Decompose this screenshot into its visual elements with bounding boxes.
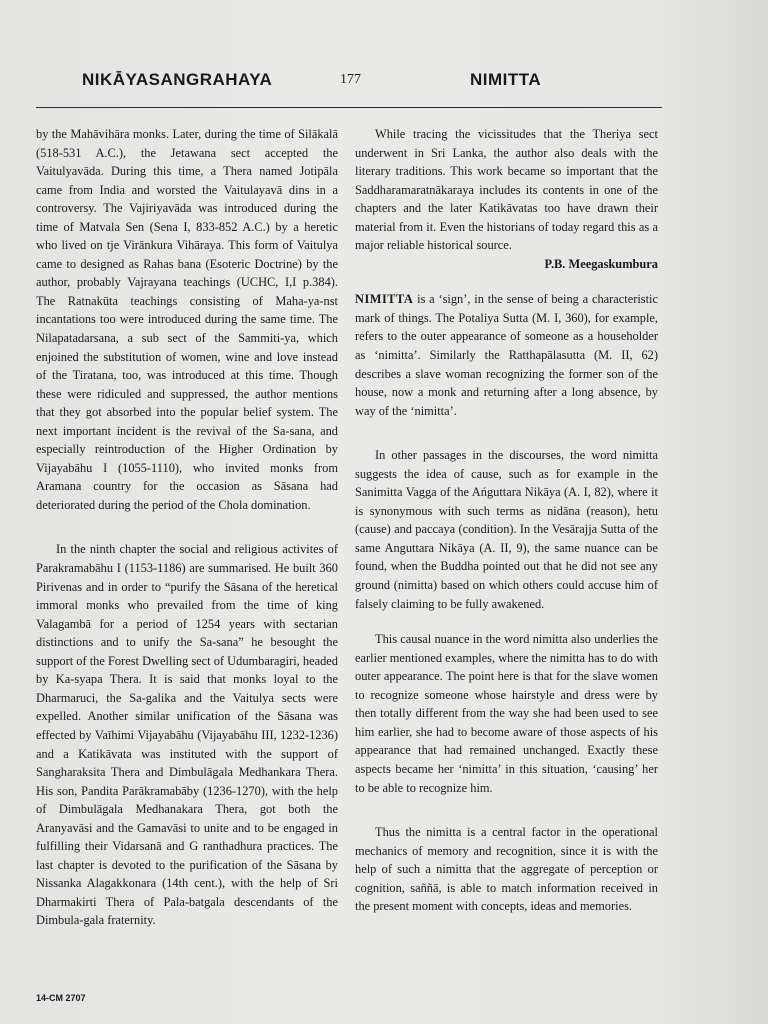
entry-term: NIMITTA	[355, 292, 414, 307]
right-paragraph-3: In other passages in the discourses, the word nimitta suggests the idea of cause, such as for example in the Sanimitta Vagga of the Ańguttara Nikāya (A. I, 82), where it is synonymous with such terms as nidāna (reason), hetu (cause) and paccaya (condition). In the Vesārajja Sutta of the same Anguttara Nikāya (A. II, 9), the same nuance can be found, when the Buddha pointed out that he did not see any ground (nimitta) based on which others could accuse him of falsely claiming to be fully awakened.	[355, 448, 658, 611]
page-header	[82, 70, 662, 96]
nimitta-entry-intro	[355, 290, 658, 420]
right-paragraph-4: This causal nuance in the word nimitta also underlies the earlier mentioned examples, where the nimitta has to do with outer appearance. The point here is that for the slave women to recognize someone whose hairstyle and dress were by then totally different from the way she had been used to see him earlier, she had to become aware of those aspects of his appearance that had remained unchanged. Exactly these aspects became her ‘nimitta’ in this situation, ‘causing’ her to be able to recognize him.	[355, 632, 658, 795]
header-rule	[36, 107, 662, 108]
left-paragraph-1: by the Mahāvihāra monks. Later, during the time of Silākalā (518-531 A.C.), the Jetawana sect accepted the Vaitulyavāda. During this time, a Thera named Jotipāla came from India and worsted the Vaitulayavā dins in a controversy. The Vajiriyavāda was introduced during the time of Matvala Sen (Sena I, 833-852 A.C.) by a heretic who lived on tje Virānkura Vihāraya. This form of Vaitulya came to designed as Rahas bana (Esoteric Doctrine) by the author, probably Vajrayana teachings (UCHC, I,I p.384). The Ratnakūta teachings consisting of Maha-ya-nst incantations too were introduced during the same time. The Nilapatadarsana, a sub sect of the Sammiti-ya, which enjoined the substitution of women, wine and love instead of the Tiratana, too, was introduced at this time. Though these were ridiculed and suppressed, the author mentions that they got absorbed into the popular belief system. The next important incident is the revival of the Sa-sana, and especially reintroduction of the Higher Ordination by Vijayabāhu I (1055-1110), who invited monks from Aramana country for the occasion as Sāsana had deteriorated during the period of the Chola domination.	[36, 127, 338, 512]
header-left-title: NIKĀYASANGRAHAYA	[82, 70, 273, 89]
right-paragraph-5: Thus the nimitta is a central factor in the operational mechanics of memory and recognition, since it is with the help of such a nimitta that the aggregate of perception or cognition, saññā, is able to match information received in the present moment with concepts, ideas and memories.	[355, 825, 658, 914]
footer-code: 14-CM 2707	[36, 993, 86, 1003]
left-column	[36, 125, 338, 930]
right-paragraph-2: is a ‘sign’, in the sense of being a characteristic mark of things. The Potaliya Sutta (M. I, 360), for example, refers to the outer appearance of someone as a householder as ‘nimitta’. Similarly the Ratthapālasutta (M. II, 62) describes a slave woman recognizing the former son of the house, now a monk and returning after a long absence, by way of the ‘nimitta’.	[355, 292, 658, 418]
left-paragraph-2: In the ninth chapter the social and religious activites of Parakramabāhu I (1153-1186) are summarised. He built 360 Pirivenas and in order to “purify the Sāsana of the heretical immoral monks who prevailed from the time of king Valagambā for a period of 1254 years with sectarian distinctions and to unify the Sa-sana” he besought the support of the Forest Dwelling sect of Udumbaragiri, headed by Ka-syapa Thera. It is said that monks loyal to the Dharmaruci, the Sa-galika and the Vaitulya sects were expelled. Another similar unification of the Sāsana was effected by Vaīhimi Vijayabāhu (Vijayabāhu III, 1232-1236) and a Katikāvata was instituted with the support of Sangharaksita Thera and Dimbulāgala Medhankara Thera. His son, Pandita Parākramabāby (1236-1270), with the help of Dimbulāgala Medhanakara Thera, got both the Aranyavāsi and the Gamavāsi to unite and to be engaged in fulfilling their Vidarsanā and G ranthadhura practices. The last chapter is devoted to the purification of the Sāsana by Nissanka Alagakkonara (14th cent.), with the help of Sri Dharmakirti Thera of Pala-batgala descendants of the Dimbula-gala fraternity.	[36, 542, 338, 928]
page-number: 177	[340, 72, 361, 87]
right-paragraph-1: While tracing the vicissitudes that the Theriya sect underwent in Sri Lanka, the author also deals with the literary traditions. This work became so important that the Saddharamaratnākaraya includes its contents in one of the chapters and the later Katikāvatas too have drawn their material from it. Even the historians of today regard this as a major reliable historical source.	[355, 127, 658, 253]
article-author: P.B. Meegaskumbura	[544, 256, 658, 271]
right-column	[355, 125, 658, 916]
header-right-title: NIMITTA	[470, 70, 542, 89]
